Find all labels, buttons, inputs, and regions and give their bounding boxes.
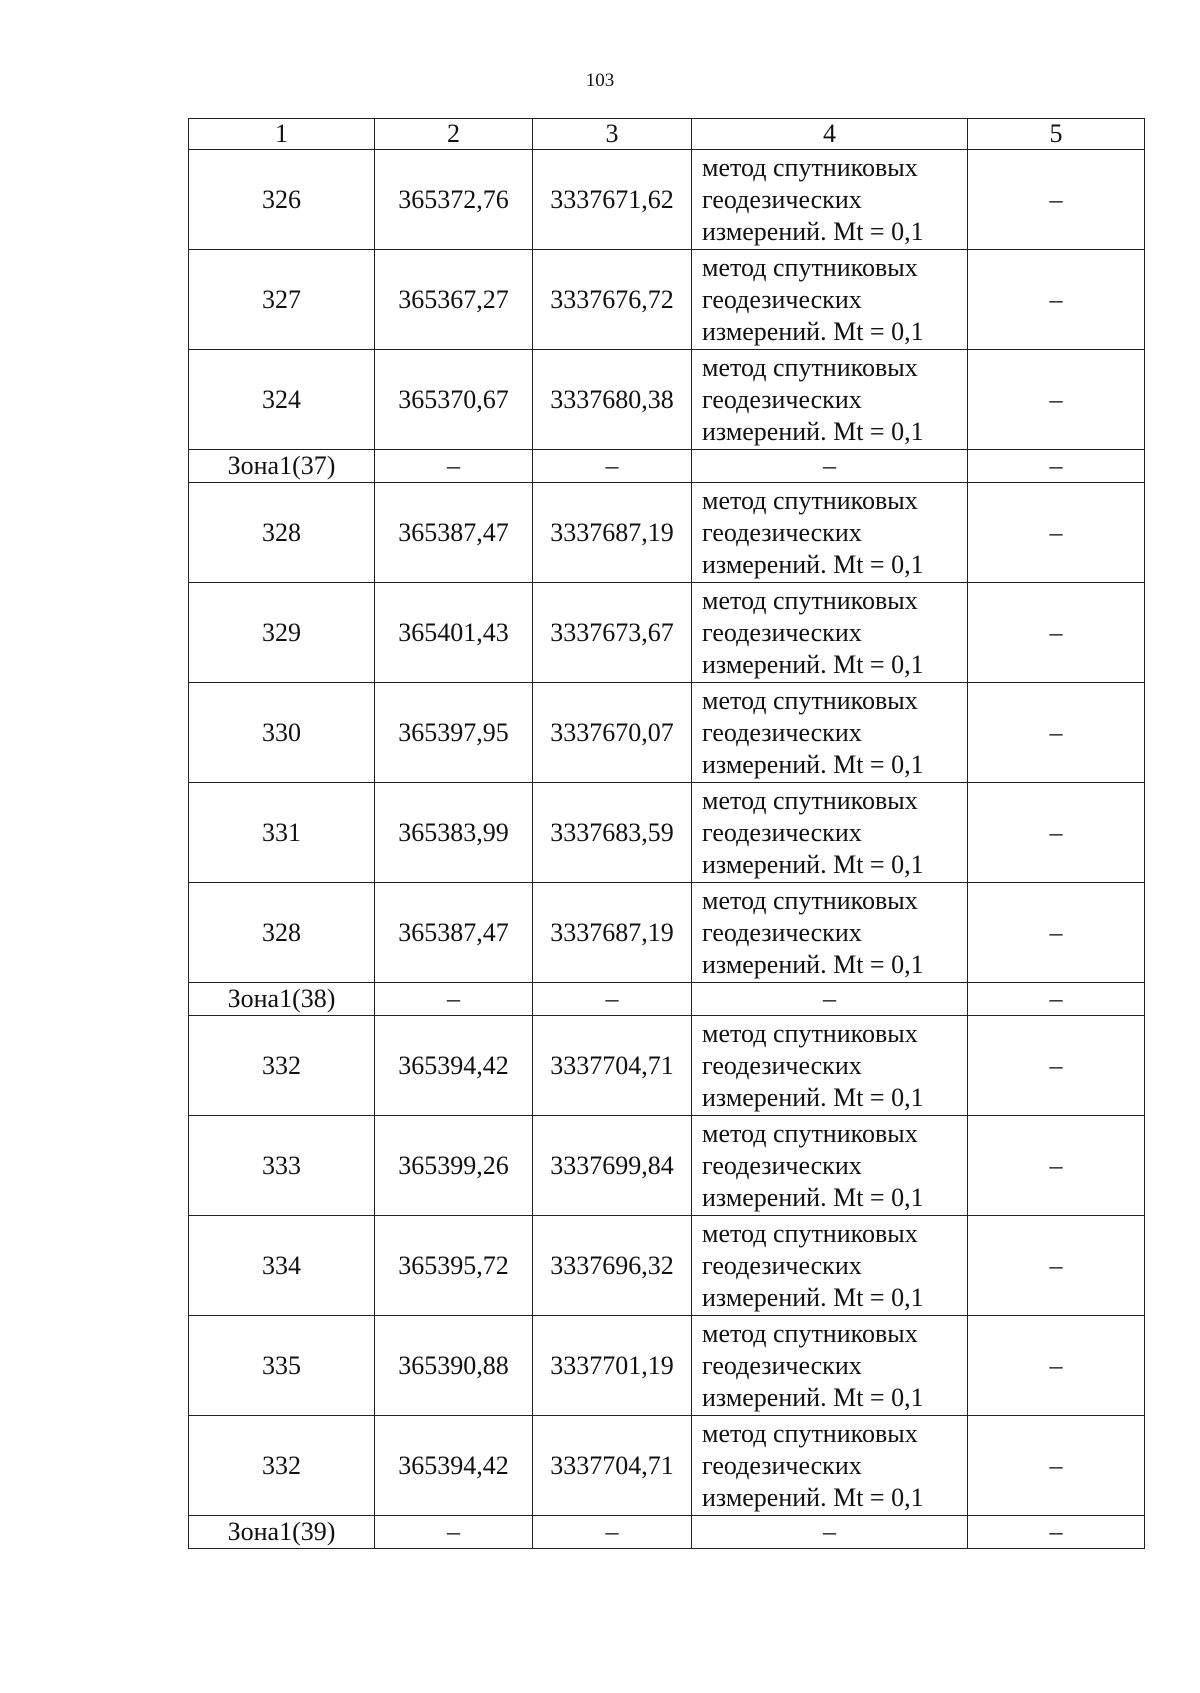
page-number: 103 (585, 70, 615, 91)
note-cell: – (968, 1216, 1145, 1316)
note-cell: – (968, 783, 1145, 883)
method-text-line: геодезических (702, 284, 862, 314)
method-cell (692, 783, 968, 883)
note-cell: – (968, 583, 1145, 683)
method-text-line: измерений. Mt = 0,1 (702, 1482, 924, 1512)
method-text-line: измерений. Mt = 0,1 (702, 649, 924, 679)
method-text-line: измерений. Mt = 0,1 (702, 849, 924, 879)
point-number-cell: 333 (189, 1116, 375, 1216)
method-text-line: метод спутниковых (702, 785, 918, 815)
x-coordinate-cell: 365390,88 (375, 1316, 533, 1416)
zone-row (189, 450, 1145, 483)
method-text-line: метод спутниковых (702, 585, 918, 615)
y-coordinate-cell: – (533, 983, 692, 1016)
method-text-line: геодезических (702, 184, 862, 214)
x-coordinate-cell: 365383,99 (375, 783, 533, 883)
table-row (189, 350, 1145, 450)
y-coordinate-cell: – (533, 450, 692, 483)
method-cell: – (692, 983, 968, 1016)
point-number-cell: 324 (189, 350, 375, 450)
method-cell (692, 1216, 968, 1316)
table-row (189, 1216, 1145, 1316)
y-coordinate-cell: 3337699,84 (533, 1116, 692, 1216)
method-text-line: геодезических (702, 1050, 862, 1080)
table-row (189, 1416, 1145, 1516)
table-row (189, 883, 1145, 983)
method-text-line: геодезических (702, 384, 862, 414)
x-coordinate-cell: – (375, 983, 533, 1016)
method-cell (692, 1116, 968, 1216)
method-text-line: метод спутниковых (702, 885, 918, 915)
coordinates-table-container (188, 118, 1144, 1549)
table-row (189, 1116, 1145, 1216)
method-cell (692, 250, 968, 350)
point-number-cell: Зона1(39) (189, 1516, 375, 1549)
table-row (189, 250, 1145, 350)
method-cell (692, 683, 968, 783)
method-text-line: метод спутниковых (702, 1018, 918, 1048)
method-cell: – (692, 1516, 968, 1549)
method-text-line: метод спутниковых (702, 352, 918, 382)
note-cell: – (968, 250, 1145, 350)
table-header (189, 119, 1145, 150)
method-text-line: геодезических (702, 517, 862, 547)
method-text-line: геодезических (702, 717, 862, 747)
table-row (189, 683, 1145, 783)
y-coordinate-cell: 3337673,67 (533, 583, 692, 683)
note-cell: – (968, 1016, 1145, 1116)
point-number-cell: 331 (189, 783, 375, 883)
x-coordinate-cell: 365395,72 (375, 1216, 533, 1316)
method-text-line: измерений. Mt = 0,1 (702, 1082, 924, 1112)
method-text-line: метод спутниковых (702, 1218, 918, 1248)
method-text-line: измерений. Mt = 0,1 (702, 1382, 924, 1412)
note-cell: – (968, 450, 1145, 483)
method-text-line: геодезических (702, 617, 862, 647)
header-cell-5: 5 (968, 119, 1145, 150)
x-coordinate-cell: 365401,43 (375, 583, 533, 683)
x-coordinate-cell: 365394,42 (375, 1416, 533, 1516)
method-cell (692, 1416, 968, 1516)
method-text-line: измерений. Mt = 0,1 (702, 949, 924, 979)
method-text-line: геодезических (702, 1350, 862, 1380)
x-coordinate-cell: 365394,42 (375, 1016, 533, 1116)
y-coordinate-cell: 3337670,07 (533, 683, 692, 783)
table-row (189, 783, 1145, 883)
point-number-cell: 328 (189, 883, 375, 983)
x-coordinate-cell: – (375, 450, 533, 483)
x-coordinate-cell: 365370,67 (375, 350, 533, 450)
y-coordinate-cell: 3337687,19 (533, 883, 692, 983)
y-coordinate-cell: 3337704,71 (533, 1416, 692, 1516)
method-text-line: измерений. Mt = 0,1 (702, 216, 924, 246)
method-text-line: метод спутниковых (702, 1318, 918, 1348)
y-coordinate-cell: 3337676,72 (533, 250, 692, 350)
note-cell: – (968, 150, 1145, 250)
x-coordinate-cell: 365367,27 (375, 250, 533, 350)
point-number-cell: 332 (189, 1416, 375, 1516)
point-number-cell: Зона1(37) (189, 450, 375, 483)
header-cell-1: 1 (189, 119, 375, 150)
method-text-line: геодезических (702, 1450, 862, 1480)
table-row (189, 1016, 1145, 1116)
point-number-cell: Зона1(38) (189, 983, 375, 1016)
point-number-cell: 329 (189, 583, 375, 683)
method-text-line: измерений. Mt = 0,1 (702, 549, 924, 579)
table-row (189, 483, 1145, 583)
y-coordinate-cell: – (533, 1516, 692, 1549)
x-coordinate-cell: 365399,26 (375, 1116, 533, 1216)
method-text-line: измерений. Mt = 0,1 (702, 416, 924, 446)
method-cell (692, 1016, 968, 1116)
y-coordinate-cell: 3337701,19 (533, 1316, 692, 1416)
method-text-line: измерений. Mt = 0,1 (702, 1182, 924, 1212)
method-text-line: геодезических (702, 1150, 862, 1180)
method-text-line: метод спутниковых (702, 152, 918, 182)
table-row (189, 583, 1145, 683)
method-text-line: метод спутниковых (702, 1118, 918, 1148)
point-number-cell: 335 (189, 1316, 375, 1416)
method-cell (692, 1316, 968, 1416)
y-coordinate-cell: 3337687,19 (533, 483, 692, 583)
method-text-line: метод спутниковых (702, 1418, 918, 1448)
x-coordinate-cell: – (375, 1516, 533, 1549)
method-cell (692, 583, 968, 683)
note-cell: – (968, 1516, 1145, 1549)
table-row (189, 150, 1145, 250)
y-coordinate-cell: 3337683,59 (533, 783, 692, 883)
x-coordinate-cell: 365387,47 (375, 883, 533, 983)
table-row (189, 1316, 1145, 1416)
point-number-cell: 332 (189, 1016, 375, 1116)
y-coordinate-cell: 3337680,38 (533, 350, 692, 450)
method-text-line: метод спутниковых (702, 685, 918, 715)
note-cell: – (968, 1116, 1145, 1216)
method-cell (692, 883, 968, 983)
zone-row (189, 983, 1145, 1016)
point-number-cell: 334 (189, 1216, 375, 1316)
method-text-line: геодезических (702, 917, 862, 947)
method-text-line: геодезических (702, 1250, 862, 1280)
method-text-line: измерений. Mt = 0,1 (702, 749, 924, 779)
y-coordinate-cell: 3337671,62 (533, 150, 692, 250)
method-text-line: метод спутниковых (702, 252, 918, 282)
note-cell: – (968, 350, 1145, 450)
note-cell: – (968, 683, 1145, 783)
method-text-line: измерений. Mt = 0,1 (702, 316, 924, 346)
method-cell (692, 350, 968, 450)
note-cell: – (968, 483, 1145, 583)
header-cell-2: 2 (375, 119, 533, 150)
y-coordinate-cell: 3337704,71 (533, 1016, 692, 1116)
point-number-cell: 330 (189, 683, 375, 783)
note-cell: – (968, 1316, 1145, 1416)
y-coordinate-cell: 3337696,32 (533, 1216, 692, 1316)
method-cell: – (692, 450, 968, 483)
method-cell (692, 150, 968, 250)
method-text-line: метод спутниковых (702, 485, 918, 515)
header-cell-3: 3 (533, 119, 692, 150)
x-coordinate-cell: 365387,47 (375, 483, 533, 583)
point-number-cell: 327 (189, 250, 375, 350)
point-number-cell: 326 (189, 150, 375, 250)
header-row (189, 119, 1145, 150)
note-cell: – (968, 983, 1145, 1016)
table-body (189, 150, 1145, 1549)
point-number-cell: 328 (189, 483, 375, 583)
header-cell-4: 4 (692, 119, 968, 150)
note-cell: – (968, 1416, 1145, 1516)
coordinates-table (188, 118, 1145, 1549)
x-coordinate-cell: 365372,76 (375, 150, 533, 250)
method-text-line: геодезических (702, 817, 862, 847)
x-coordinate-cell: 365397,95 (375, 683, 533, 783)
note-cell: – (968, 883, 1145, 983)
method-text-line: измерений. Mt = 0,1 (702, 1282, 924, 1312)
zone-row (189, 1516, 1145, 1549)
method-cell (692, 483, 968, 583)
